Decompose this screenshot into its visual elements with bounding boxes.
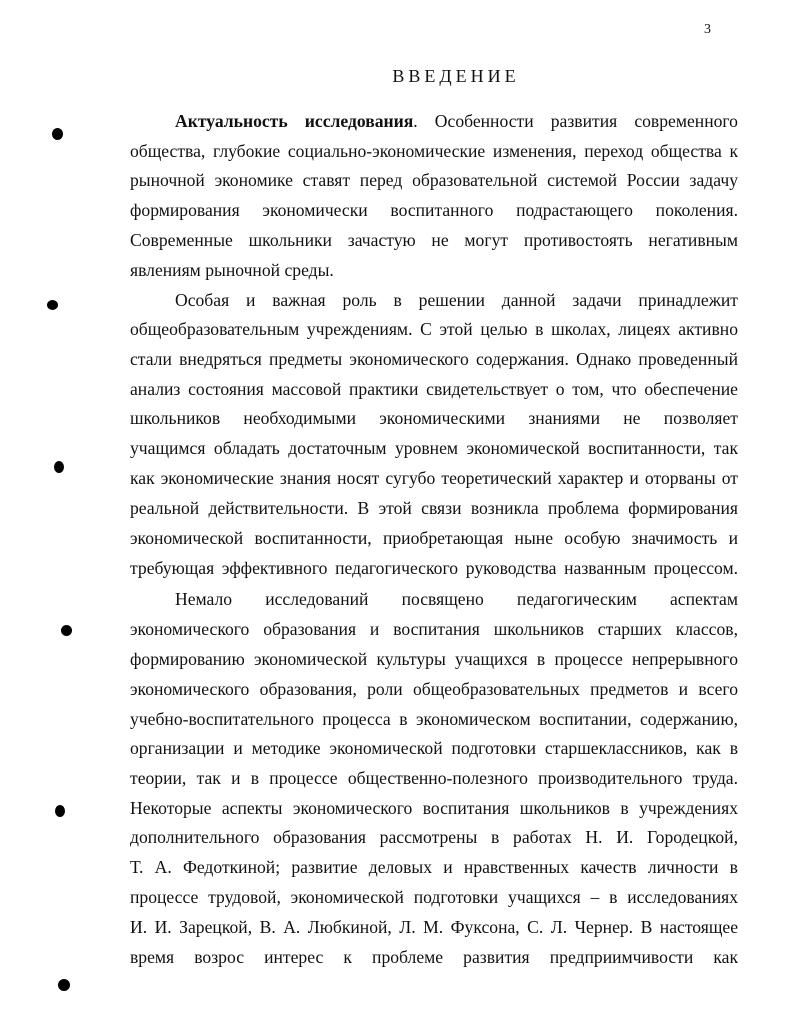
paragraph-line: Особая и важная роль в решении данной задачи принадлежит: [175, 290, 738, 310]
page-title: ВВЕДЕНИЕ: [392, 66, 520, 86]
paragraph-line: время возрос интерес к проблеме развития предприимчивости как: [130, 947, 738, 967]
paragraph-line: организации и методике экономической подготовки старшеклассников, как в: [130, 738, 738, 758]
paragraph-line: требующая эффективного педагогического руководства названным процессом.: [130, 558, 738, 578]
paragraph-line: общеобразовательным учреждениям. С этой целью в школах, лицеях активно: [130, 319, 738, 339]
binding-hole-mark: [61, 625, 72, 636]
paragraph-line: как экономические знания носят сугубо теоретический характер и оторваны от: [130, 468, 738, 488]
paragraph-line: Некоторые аспекты экономического воспитания школьников в учреждениях: [130, 798, 738, 818]
paragraph-line: формированию экономической культуры учащихся в процессе непрерывного: [130, 649, 738, 669]
paragraph-line: И. И. Зарецкой, В. А. Любкиной, Л. М. Фуксона, С. Л. Чернер. В настоящее: [130, 917, 738, 937]
paragraph-line: анализ состояния массовой практики свидетельствует о том, что обеспечение: [130, 379, 738, 399]
binding-hole-mark: [58, 979, 70, 991]
section-label: Актуальность исследования: [175, 111, 414, 131]
text-run: . Особенности развития современного: [413, 111, 738, 131]
paragraph-line: реальной действительности. В этой связи возникла проблема формирования: [130, 498, 738, 518]
paragraph-line: Современные школьники зачастую не могут противостоять негативным: [130, 230, 738, 250]
paragraph-line: экономической воспитанности, приобретающая ныне особую значимость и: [130, 528, 738, 548]
paragraph-line: явлениям рыночной среды.: [130, 260, 334, 280]
binding-hole-mark: [54, 461, 64, 473]
paragraph-line: учебно-воспитательного процесса в экономическом воспитании, содержанию,: [130, 709, 738, 729]
paragraph-line: формирования экономически воспитанного подрастающего поколения.: [130, 200, 738, 220]
paragraph-line: общества, глубокие социально-экономические изменения, переход общества к: [130, 141, 738, 161]
paragraph-line: процессе трудовой, экономической подготовки учащихся – в исследованиях: [130, 887, 738, 907]
paragraph-line: [175, 107, 738, 135]
paragraph-line: школьников необходимыми экономическими знаниями не позволяет: [130, 408, 738, 428]
paragraph-line: Т. А. Федоткиной; развитие деловых и нравственных качеств личности в: [130, 857, 738, 877]
paragraph-line: теории, так и в процессе общественно-полезного производительного труда.: [130, 768, 738, 788]
binding-hole-mark: [47, 300, 58, 310]
page-number: 3: [704, 22, 711, 37]
paragraph-line: экономического образования и воспитания школьников старших классов,: [130, 619, 738, 639]
binding-hole-mark: [52, 128, 63, 140]
paragraph-line: стали внедряться предметы экономического содержания. Однако проведенный: [130, 349, 738, 369]
paragraph-line: экономического образования, роли общеобразовательных предметов и всего: [130, 679, 738, 699]
paragraph-line: Немало исследований посвящено педагогическим аспектам: [175, 589, 738, 609]
paragraph-line: рыночной экономике ставят перед образовательной системой России задачу: [130, 170, 738, 190]
paragraph-line: учащимся обладать достаточным уровнем экономической воспитанности, так: [130, 438, 738, 458]
binding-hole-mark: [55, 805, 65, 817]
paragraph-line: дополнительного образования рассмотрены в работах Н. И. Городецкой,: [130, 827, 738, 847]
